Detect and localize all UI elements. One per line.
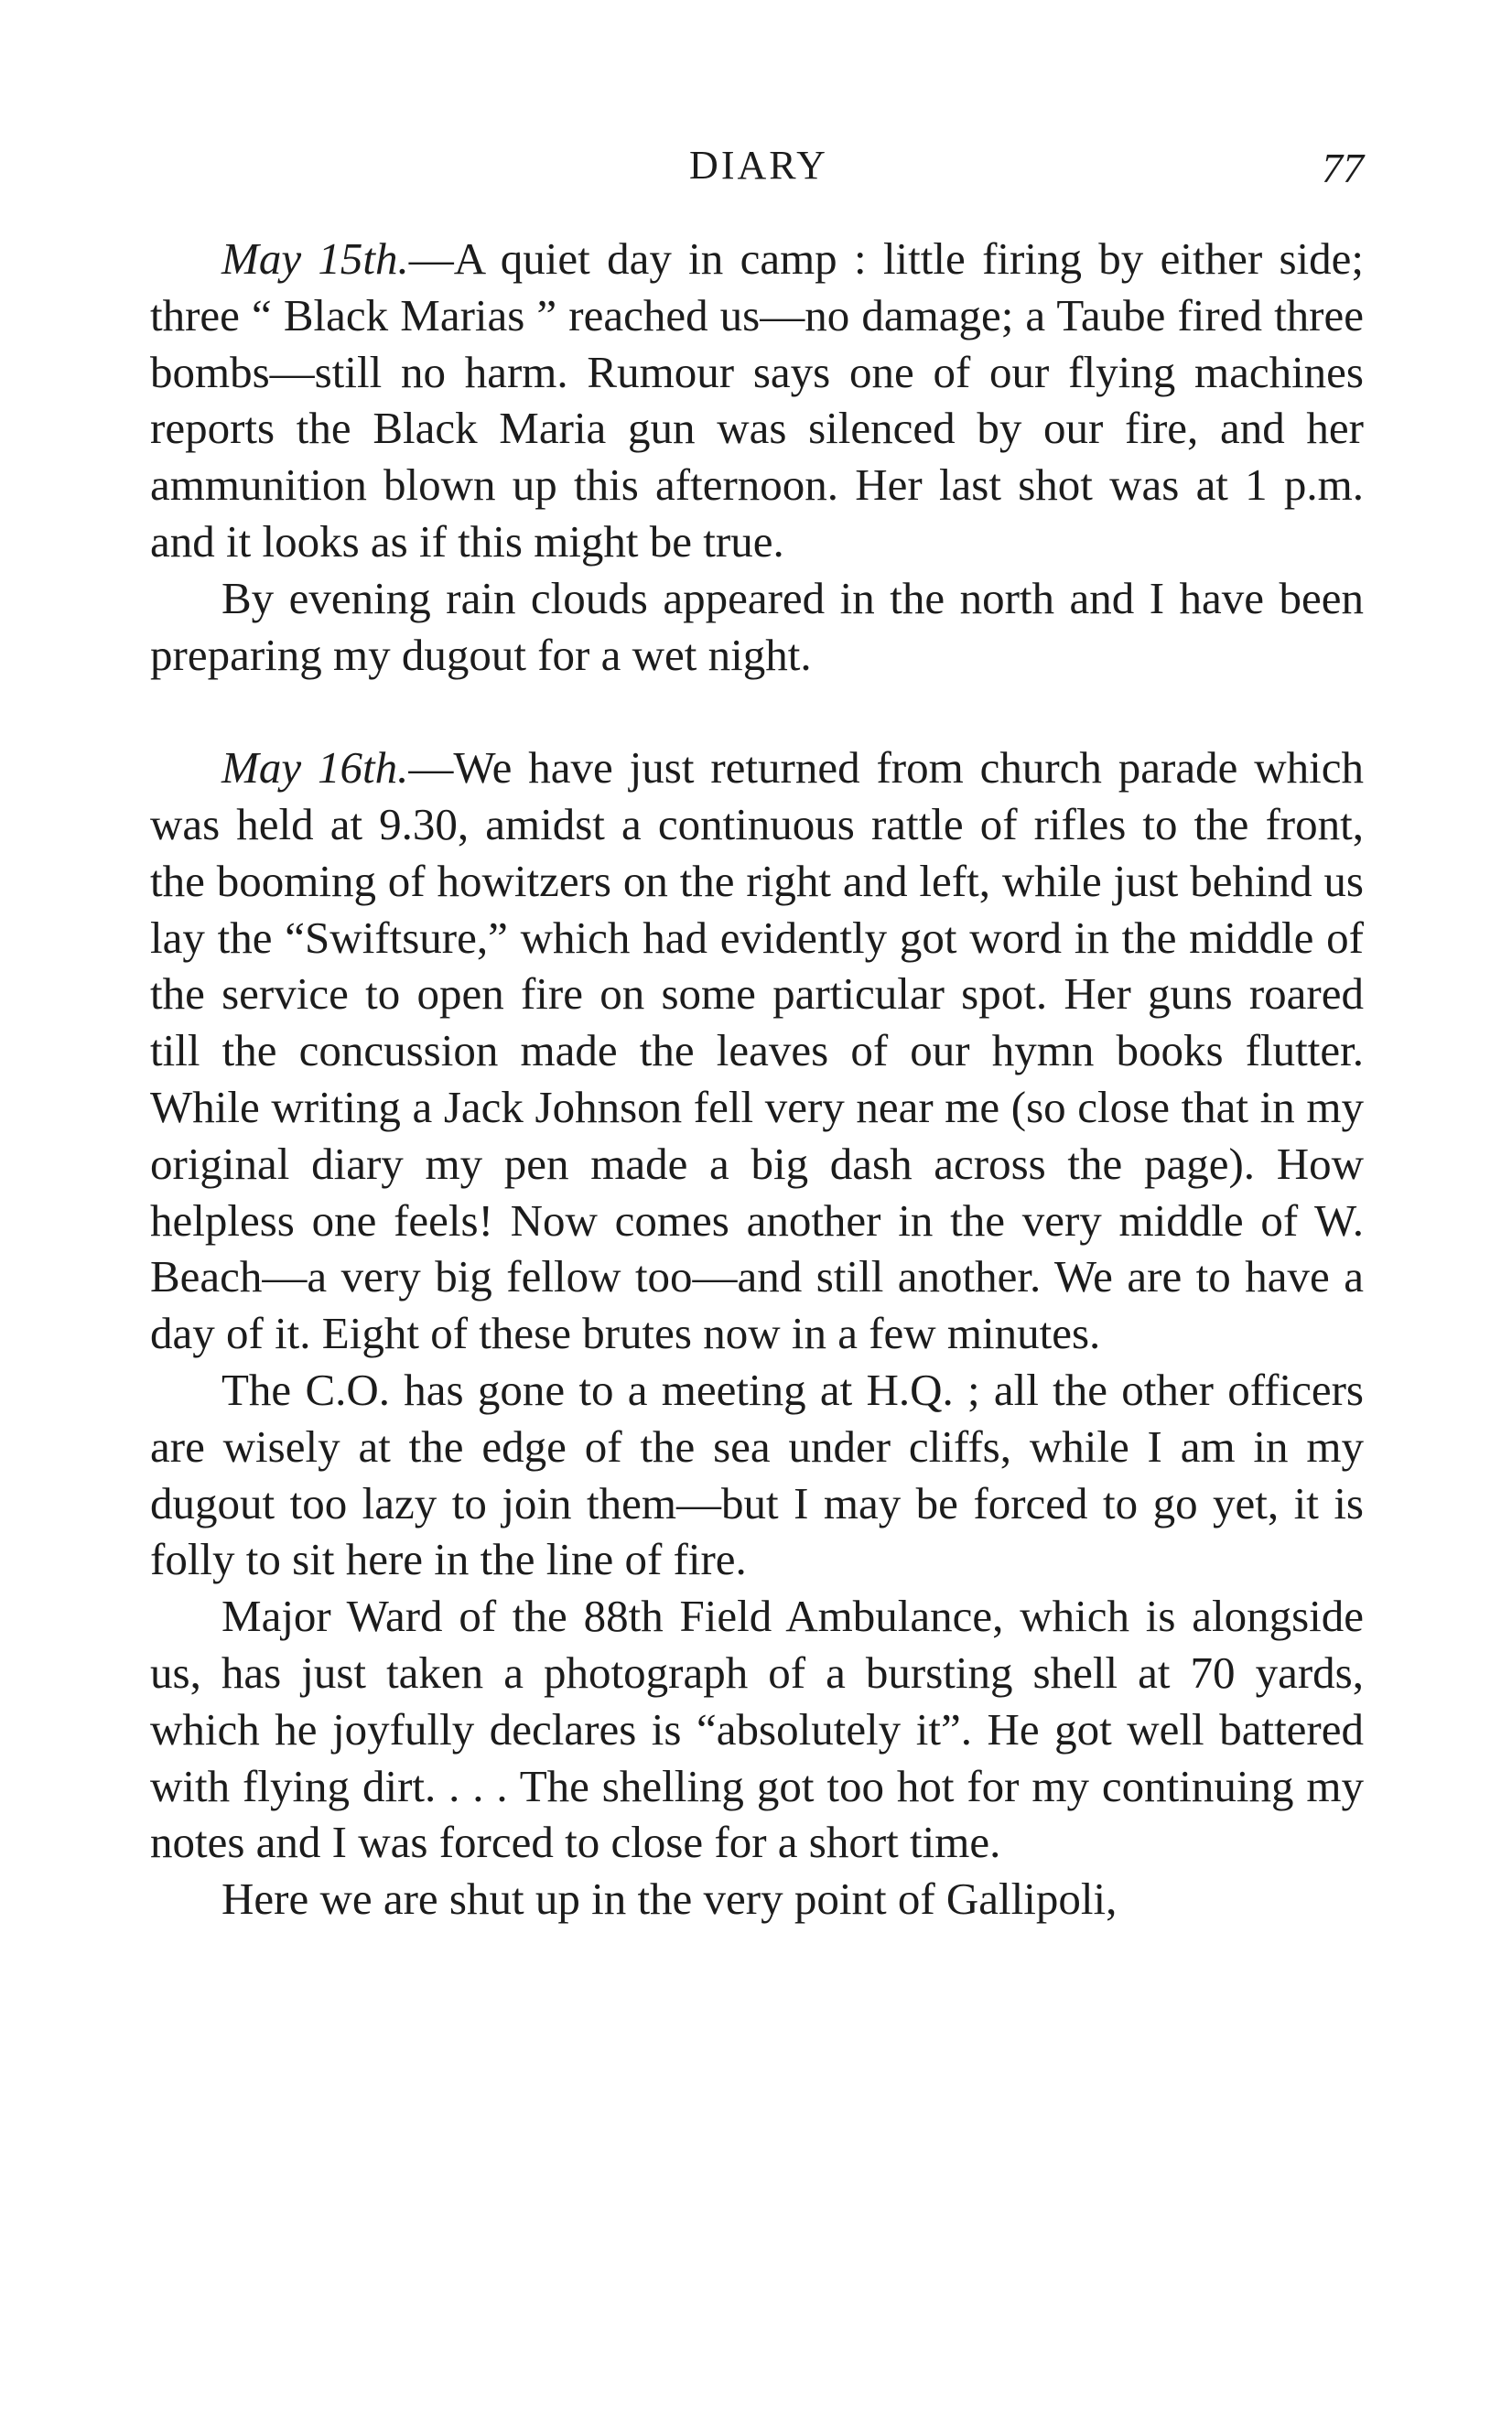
entry-paragraph — [150, 231, 1364, 570]
page-number: 77 — [1322, 145, 1364, 191]
diary-entry-may-16 — [150, 740, 1364, 1928]
page-header — [154, 142, 1364, 197]
diary-entry-may-15 — [150, 231, 1364, 683]
body-text — [150, 231, 1364, 1928]
entry-paragraph — [150, 740, 1364, 1362]
entry-paragraph: The C.O. has gone to a meeting at H.Q. ; all the other officers are wisely at the edge of the sea under cliffs, while I am in my dugout too lazy to join them—but I may be forced to go yet, it is folly to sit here in the line of fire. — [150, 1364, 1364, 1585]
running-head: DIARY — [689, 143, 828, 188]
entry-paragraph: Here we are shut up in the very point of Gallipoli, — [221, 1874, 1118, 1925]
entry-paragraph: By evening rain clouds appeared in the north and I have been preparing my dugout for a wet night. — [150, 572, 1364, 680]
entry-text: —We have just returned from church parade which was held at 9.30, amidst a continuous rattle of rifles to the front, the booming of howitzers on the right and left, while just behind us lay the “Swiftsure,” which had evidently got word in the middle of the service to open fire on some particular spot. Her guns roared till the concussion made the leaves of our hymn books flutter. While writing a Jack Johnson fell very near me (so close that in my original diary my pen made a big dash across the page). How helpless one feels! Now comes another in the very middle of W. Beach—a very big fellow too—and still another. We are to have a day of it. Eight of these brutes now in a few minutes. — [150, 742, 1364, 1359]
entry-text: —A quiet day in camp : little firing by either side; three “ Black Marias ” reached us—no damage; a Taube fired three bombs—still no harm. Rumour says one of our flying machines reports the Black Maria gun was silenced by our fire, and her ammunition blown up this afternoon. Her last shot was at 1 p.m. and it looks as if this might be true. — [150, 233, 1365, 567]
entry-paragraph: Major Ward of the 88th Field Ambulance, which is alongside us, has just taken a photograph of a bursting shell at 70 yards, which he joyfully declares is “absolutely it”. He got well battered with flying dirt. . . . The shelling got too hot for my continuing my notes and I was forced to close for a short time. — [150, 1591, 1364, 1868]
entry-date: May 16th. — [221, 742, 409, 794]
entry-date: May 15th. — [221, 233, 409, 284]
